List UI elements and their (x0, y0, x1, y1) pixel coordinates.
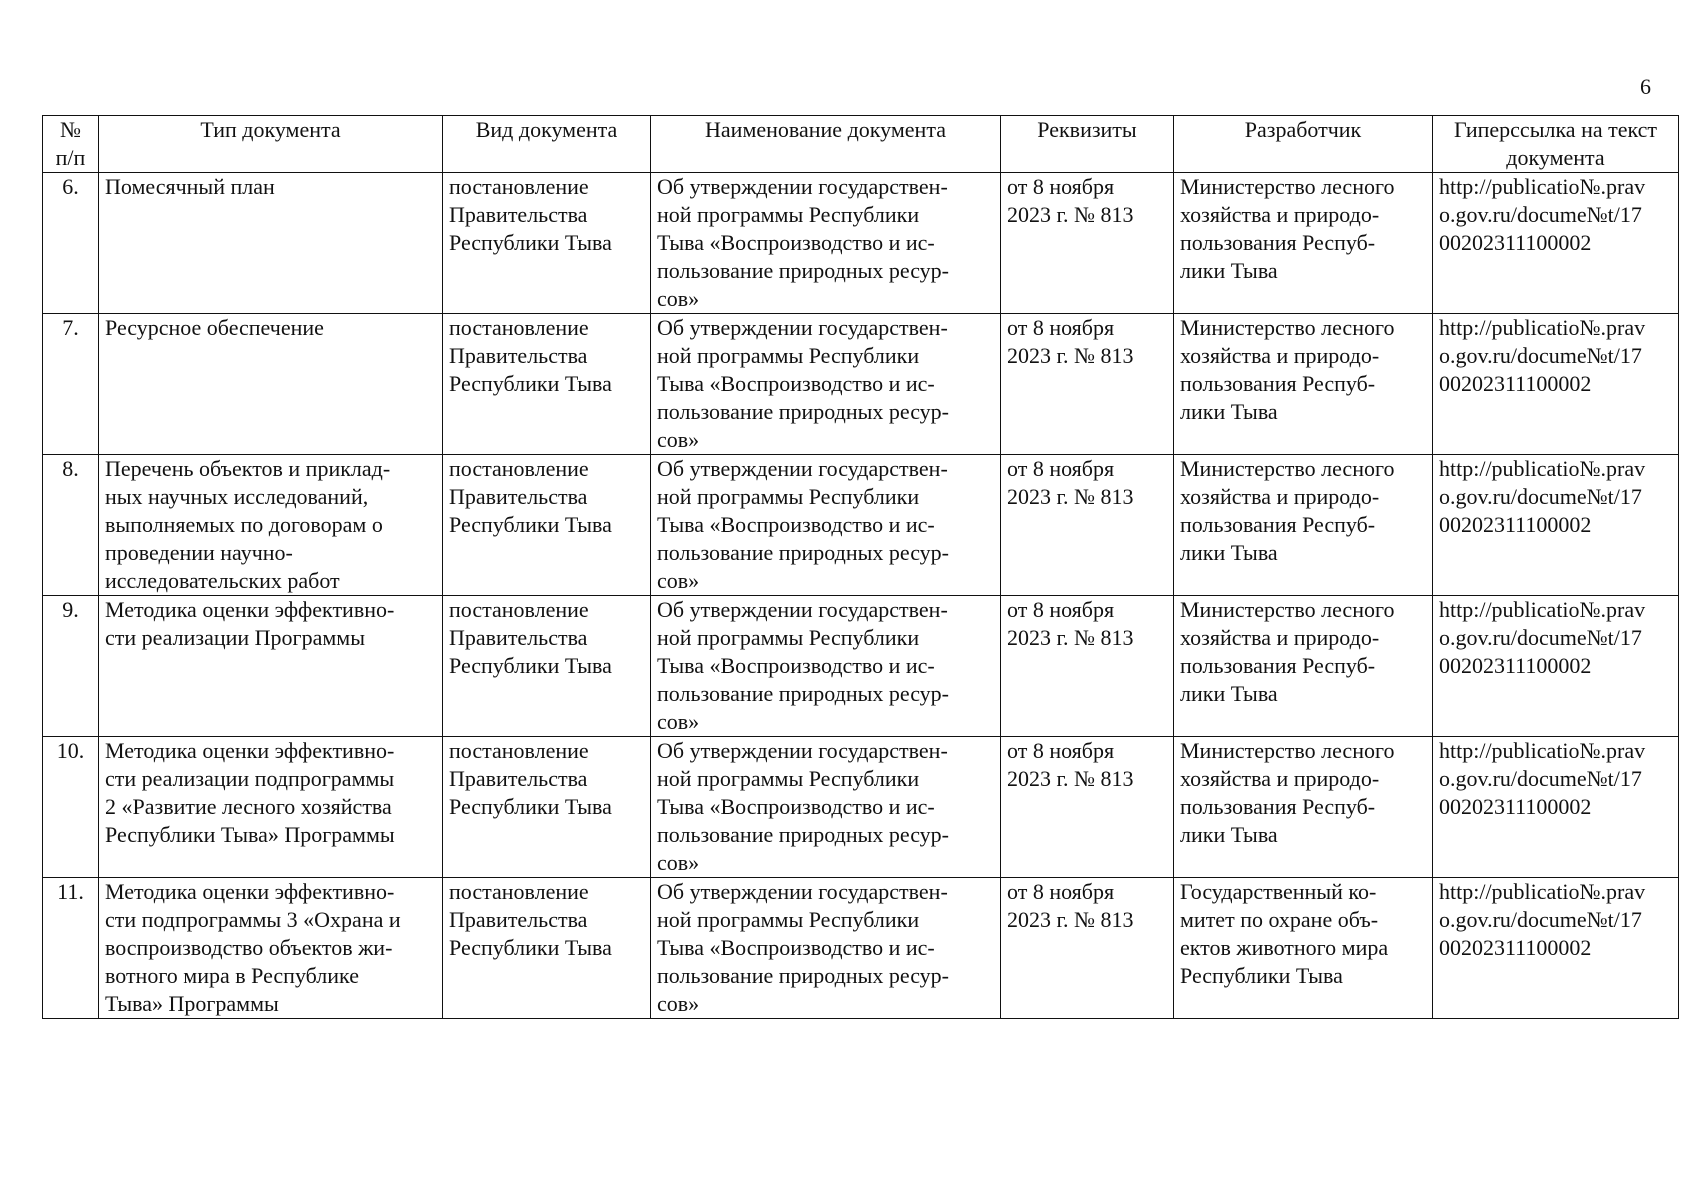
page-number: 6 (1640, 74, 1651, 99)
row-document-name: Об утверждении государствен- ной программы Республики Тыва «Воспроизводство и ис- пользование природных ресур- сов» (651, 596, 1001, 737)
row-number: 8. (43, 455, 99, 596)
table-header-row (43, 116, 1679, 173)
table-row (43, 596, 1679, 737)
documents-table (42, 115, 1679, 1019)
row-requisites: от 8 ноября 2023 г. № 813 (1001, 455, 1174, 596)
header-developer: Разработчик (1174, 116, 1433, 173)
table-row (43, 173, 1679, 314)
row-developer: Государственный ко- митет по охране объ- ектов животного мира Республики Тыва (1174, 878, 1433, 1019)
row-document-name: Об утверждении государствен- ной программы Республики Тыва «Воспроизводство и ис- пользование природных ресур- сов» (651, 455, 1001, 596)
row-document-name: Об утверждении государствен- ной программы Республики Тыва «Воспроизводство и ис- пользование природных ресур- сов» (651, 737, 1001, 878)
row-number: 11. (43, 878, 99, 1019)
row-document-kind: постановление Правительства Республики Тыва (443, 455, 651, 596)
row-document-name: Об утверждении государствен- ной программы Республики Тыва «Воспроизводство и ис- пользование природных ресур- сов» (651, 314, 1001, 455)
row-document-type: Методика оценки эффективно- сти подпрограммы 3 «Охрана и воспроизводство объектов жи- вотного мира в Республике Тыва» Программы (99, 878, 443, 1019)
row-number: 10. (43, 737, 99, 878)
header-document-name: Наименование документа (651, 116, 1001, 173)
row-document-type: Перечень объектов и приклад- ных научных исследований, выполняемых по договорам о проведении научно- исследовательских работ (99, 455, 443, 596)
row-document-kind: постановление Правительства Республики Тыва (443, 596, 651, 737)
row-developer: Министерство лесного хозяйства и природо- пользования Респуб- лики Тыва (1174, 455, 1433, 596)
row-hyperlink[interactable]: http://publicatio№.prav o.gov.ru/docume№t/17 00202311100002 (1433, 314, 1679, 455)
table-row (43, 737, 1679, 878)
row-requisites: от 8 ноября 2023 г. № 813 (1001, 737, 1174, 878)
row-developer: Министерство лесного хозяйства и природо- пользования Респуб- лики Тыва (1174, 173, 1433, 314)
row-requisites: от 8 ноября 2023 г. № 813 (1001, 173, 1174, 314)
header-document-kind: Вид документа (443, 116, 651, 173)
row-document-type: Помесячный план (99, 173, 443, 314)
row-number: 6. (43, 173, 99, 314)
row-developer: Министерство лесного хозяйства и природо- пользования Респуб- лики Тыва (1174, 596, 1433, 737)
table-row (43, 878, 1679, 1019)
row-number: 9. (43, 596, 99, 737)
row-hyperlink[interactable]: http://publicatio№.prav o.gov.ru/docume№t/17 00202311100002 (1433, 173, 1679, 314)
row-document-kind: постановление Правительства Республики Тыва (443, 878, 651, 1019)
row-requisites: от 8 ноября 2023 г. № 813 (1001, 878, 1174, 1019)
header-number: № п/п (43, 116, 99, 173)
row-hyperlink[interactable]: http://publicatio№.prav o.gov.ru/docume№t/17 00202311100002 (1433, 878, 1679, 1019)
row-document-type: Методика оценки эффективно- сти реализации подпрограммы 2 «Развитие лесного хозяйства Республики Тыва» Программы (99, 737, 443, 878)
row-developer: Министерство лесного хозяйства и природо- пользования Респуб- лики Тыва (1174, 314, 1433, 455)
row-document-kind: постановление Правительства Республики Тыва (443, 737, 651, 878)
row-document-type: Ресурсное обеспечение (99, 314, 443, 455)
row-hyperlink[interactable]: http://publicatio№.prav o.gov.ru/docume№t/17 00202311100002 (1433, 596, 1679, 737)
header-document-type: Тип документа (99, 116, 443, 173)
row-number: 7. (43, 314, 99, 455)
row-developer: Министерство лесного хозяйства и природо- пользования Респуб- лики Тыва (1174, 737, 1433, 878)
row-requisites: от 8 ноября 2023 г. № 813 (1001, 314, 1174, 455)
row-document-name: Об утверждении государствен- ной программы Республики Тыва «Воспроизводство и ис- пользование природных ресур- сов» (651, 878, 1001, 1019)
row-hyperlink[interactable]: http://publicatio№.prav o.gov.ru/docume№t/17 00202311100002 (1433, 455, 1679, 596)
row-document-name: Об утверждении государствен- ной программы Республики Тыва «Воспроизводство и ис- пользование природных ресур- сов» (651, 173, 1001, 314)
row-document-kind: постановление Правительства Республики Тыва (443, 173, 651, 314)
row-requisites: от 8 ноября 2023 г. № 813 (1001, 596, 1174, 737)
row-document-type: Методика оценки эффективно- сти реализации Программы (99, 596, 443, 737)
header-hyperlink: Гиперссылка на текст документа (1433, 116, 1679, 173)
row-document-kind: постановление Правительства Республики Тыва (443, 314, 651, 455)
header-requisites: Реквизиты (1001, 116, 1174, 173)
table-row (43, 314, 1679, 455)
row-hyperlink[interactable]: http://publicatio№.prav o.gov.ru/docume№t/17 00202311100002 (1433, 737, 1679, 878)
table-row (43, 455, 1679, 596)
